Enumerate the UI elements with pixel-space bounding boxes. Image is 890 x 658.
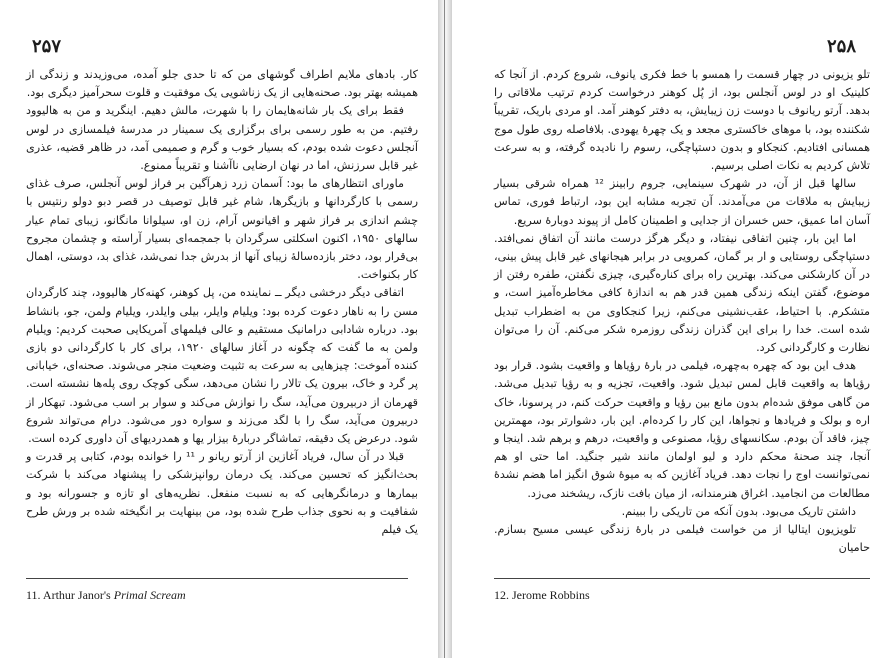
page-body xyxy=(494,66,870,557)
page-body xyxy=(26,66,418,539)
footnote-text: Jerome Robbins xyxy=(512,588,590,602)
paragraph: داشتن تاریک می‌بود. بدون آنکه من تاریکی را ببینم. xyxy=(621,504,856,518)
page-number: ۲۵۸ xyxy=(826,36,856,57)
page-number: ۲۵۷ xyxy=(32,36,62,57)
paragraph: اتفاقی دیگر درخشی دیگر ــ نماینده من، پل کوهنر، کهنه‌کار هالیوود، چند کارگردان مسن را به ناهار دعوت کرده بود: ویلیام وایلر، بیلی وایلدر، ویلیام ولمن، جو، بانشاط بود. درباره شادابی درامانیک مستقیم و عالی فیلمهای آمریکایی صحبت کردیم: ویلیام ولمن به ما گفت که چگونه در آغاز سالهای ۱۹۲۰، برای کار با کارگردانی دو بازی کننده آموخت: چیزهایی به سرعت به تثبیت وضعیت منجر می‌شوند. صحنه‌ای، خیابانی پر گرد و خاک، بیرون یک تالار را نشان می‌دهد، سگی کوچک روی پله‌ها نشسته است. قهرمان از دربیرون می‌آید، سگ را نوازش می‌کند و سوار بر اسب می‌شود. تبهکار از دربیرون می‌آید، سگ را با لگد می‌زند و سواره دور می‌شود. درام می‌تواند شروع شود. درعرض یک دقیقه، تماشاگر دربارهٔ بیزار یها و همدردیهای آن داوری کرده است. xyxy=(26,286,418,446)
paragraph: کار. بادهای ملایم اطراف گوشهای من که تا حدی جلو آمده، می‌وزیدند و زندگی از همیشه بهتر بود. صحنه‌هایی از یک زناشویی یک موفقیت و قلوت سحرآمیز دیگری بود. xyxy=(26,68,418,100)
footnote xyxy=(494,588,590,603)
left-page xyxy=(0,0,438,658)
paragraph: سالها قبل از آن، در شهرک سینمایی، جروم رابینز ¹² همراه شرقی بسیار زیبایش به ملاقات من می‌آمدند. آن تجربه مشابه این بود، ارتباط فوری، تماس آسان اما عمیق، حس خسران از جدایی و اطمینان کامل از پیوند دوبارهٔ سریع. xyxy=(494,177,870,227)
footnote xyxy=(26,588,186,603)
paragraph: تلو یزیونی در چهار قسمت را همسو با خط فکری یانوف، شروع کردم. از آنجا که کلینیک او در لوس آنجلس بود، از پُل کوهنر درخواست کردم ترتیب ملاقاتی را بدهد. آرتو ریانوف با دوست زن زیبایش، به دفتر کوهنر آمد. او مردی باریک، تقریباً شکننده بود، با موهای خاکستری مجعد و یک چهرهٔ یهودی. بلافاصله روی طول موج همسانی افتادیم. کنجکاو و بدون دستپاچگی، رسوم را نادیده گرفته، و به سرعت تلاش کردیم به نکات اصلی برسیم. xyxy=(494,68,870,173)
paragraph: ماورای انتظارهای ما بود: آسمان زرد زهرآگین بر فراز لوس آنجلس، صرف غذای رسمی با کارگردانها و بازیگرها، شام غیر قابل توصیف در قصر دبو دولو رنتیس با چشم اندازی بر فراز شهر و اقیانوس آرام، زن او، سیلوانا مانگانو، زیبای تمام عیار سالهای ۱۹۵۰، اکنون اسکلتی سرگردان با جمجمه‌ای بسیار آراسته و چشمان مجروح بی‌قرار بود، دختر بازده‌سالهٔ زیبای آنها از بدرش جدا نمی‌شد، غذای بد، دوستی، اهمال کار بکنواخت. xyxy=(26,177,418,282)
paragraph: قبلا در آن سال، فریاد آغازین از آرتو ریانو ر ¹¹ را خوانده بودم، کتابی پر قدرت و بحث‌انگیز که تحسین می‌کند. یک درمان روانپزشکی را پیشنهاد می‌کند با شرکت بیمارها و درمانگرهایی که به نسبت منفعل. نظریه‌های او تازه و جسورانه بود و شفافیت و به نحوی جذاب طرح شده بود، من بینهایت بر انگیخته شده بر ورش طرح یک فیلم xyxy=(26,450,418,537)
footnote-text: Arthur Janor's xyxy=(42,588,111,602)
paragraph: اما این بار، چنین اتفاقی نیفتاد، و دیگر هرگز درست مانند آن اتفاق نمی‌افتد. دستپاچگی روستایی و ار بر گمان، کمرویی در برابر هیجانهای غیر قابل پیش بینی، در آن کارشکنی می‌کند. بهترین راه برای کناره‌گیری، چیزی نگفتن، طفره رفتن از موضوع، گفتن اینکه زندگی همین قدر هم به اندازهٔ کافی مخاطره‌آمیز است، و متشکرم. با احتیاط، عقب‌نشینی می‌کنم، زیرا کنجکاوی من به اضطراب تبدیل شده است. خدا را برای این گذران زندگی روزمره شکر می‌کنم. آن را می‌توان نظارت و کارگردانی کرد. xyxy=(494,231,870,355)
footnote-number: 12. xyxy=(494,588,509,602)
book-gutter xyxy=(438,0,452,658)
spine-line xyxy=(444,0,445,658)
footnote-divider xyxy=(26,578,408,579)
footnote-divider xyxy=(494,578,870,579)
paragraph: هدف این بود که چهره به‌چهره، فیلمی در بارهٔ رؤیاها و واقعیت بشود. قرار بود رؤیاها به واقعیت قابل لمس تبدیل شود. واقعیت، تجزیه و به رؤیا تبدیل می‌شد. من گاهی موفق شده‌ام بدون مانع بین رؤیا و واقعیت حرکت کنم، در پرسونا، خاک اره و بولک و فریادها و نجواها، این کار را کرده‌ام. این بار، دشوارتر بود، مهمترین چیز، فاقد آن بودم. سکانسهای رؤیا، مصنوعی و واقعیت، درهم و برهم شد. اینجا و آنجا، چند صحنهٔ محکم دارد و لیو اولمان مانند شیر جنگید. اما حتی او هم نمی‌توانست اوج را نجات دهد. فریاد آغازین که به میوهٔ شوق انگیز اما هضم نشدهٔ مطالعات من انجامید. اغراق هنرمندانه، از میان بافت نازک، ریشخند می‌زد. xyxy=(494,359,870,500)
right-page xyxy=(452,0,890,658)
paragraph: فقط برای یک بار شانه‌هایمان را با شهرت، مالش دهیم. اینگرید و من به هالیوود رفتیم. من به طور رسمی برای برگزاری یک سمینار در مدرسهٔ فیلمسازی در لوس آنجلس دعوت شده بودم، که بسیار خوب و گرم و صمیمی آمد، در ظاهر قضیه، عذری غیر قابل سرزنش، اما در نهان ارضایی ناآشنا و تقریباً ممنوع. xyxy=(26,104,418,173)
paragraph: تلویزیون ایتالیا از من خواست فیلمی در بارهٔ زندگی عیسی مسیح بسازم. حامیان xyxy=(494,523,870,555)
footnote-number: 11. xyxy=(26,588,41,602)
footnote-title: Primal Scream xyxy=(113,588,186,602)
